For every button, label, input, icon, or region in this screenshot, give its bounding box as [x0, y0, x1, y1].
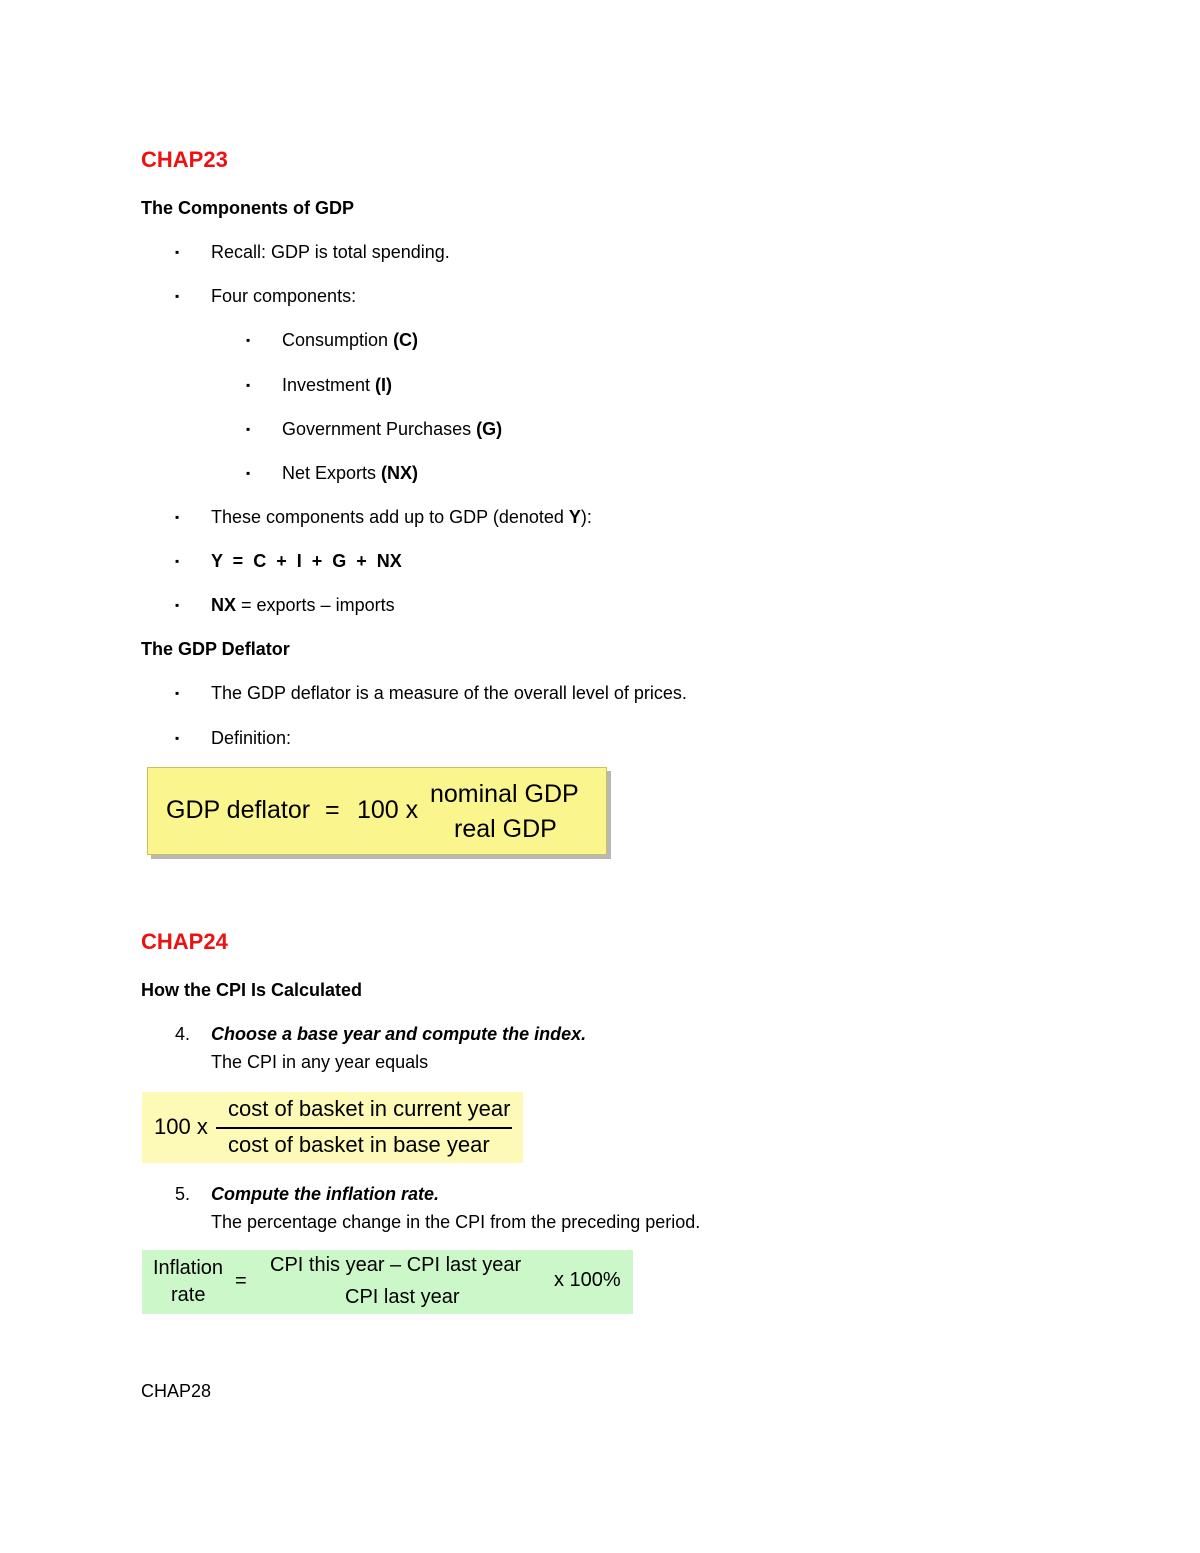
- deflator-numerator: nominal GDP: [430, 780, 579, 808]
- step4-number: 4.: [175, 1024, 191, 1044]
- bullet-icon: ▪: [175, 554, 180, 568]
- component-investment: Investment (I): [282, 375, 393, 395]
- cpi-numerator: cost of basket in current year: [228, 1096, 511, 1121]
- components-heading: The Components of GDP: [141, 198, 354, 218]
- step4-title: Choose a base year and compute the index.: [211, 1024, 587, 1044]
- cpi-multiplier: 100 x: [154, 1114, 208, 1139]
- step5-title: Compute the inflation rate.: [211, 1184, 440, 1204]
- bullet-icon: ▪: [246, 422, 251, 436]
- step5-number: 5.: [175, 1184, 191, 1204]
- bullet-icon: ▪: [175, 510, 180, 524]
- nx-definition: NX = exports – imports: [211, 595, 395, 615]
- inflation-lhs-line1: Inflation: [153, 1257, 224, 1279]
- equals-sign: =: [325, 796, 340, 824]
- cpi-heading: How the CPI Is Calculated: [141, 980, 363, 1000]
- add-up-text: These components add up to GDP (denoted Y):: [211, 507, 592, 527]
- bullet-icon: ▪: [175, 289, 180, 303]
- cpi-formula: [142, 1092, 523, 1163]
- cpi-denominator: cost of basket in base year: [228, 1132, 490, 1157]
- four-components-text: Four components:: [211, 286, 357, 306]
- step4-description: The CPI in any year equals: [211, 1052, 429, 1072]
- inflation-equals: =: [235, 1270, 247, 1292]
- inflation-formula: [142, 1250, 633, 1314]
- recall-text: Recall: GDP is total spending.: [211, 242, 450, 262]
- inflation-numerator: CPI this year – CPI last year: [270, 1254, 522, 1276]
- gdp-deflator-formula: [147, 767, 607, 855]
- bullet-icon: ▪: [175, 686, 180, 700]
- multiplier: 100 x: [357, 796, 419, 824]
- bullet-icon: ▪: [175, 245, 180, 259]
- step5-description: The percentage change in the CPI from the preceding period.: [211, 1212, 701, 1232]
- bullet-icon: ▪: [175, 731, 180, 745]
- bullet-icon: ▪: [246, 333, 251, 347]
- deflator-description: The GDP deflator is a measure of the overall level of prices.: [211, 683, 687, 703]
- inflation-multiplier: x 100%: [554, 1269, 621, 1291]
- bullet-icon: ▪: [175, 598, 180, 612]
- component-net-exports: Net Exports (NX): [282, 463, 419, 483]
- chap23-title: CHAP23: [141, 147, 228, 172]
- chap24-title: CHAP24: [141, 929, 228, 954]
- definition-label: Definition:: [211, 728, 292, 748]
- component-consumption: Consumption (C): [282, 330, 419, 350]
- bullet-icon: ▪: [246, 466, 251, 480]
- component-government: Government Purchases (G): [282, 419, 503, 439]
- fraction-line: [216, 1127, 512, 1129]
- inflation-denominator: CPI last year: [345, 1286, 460, 1308]
- bullet-icon: ▪: [246, 378, 251, 392]
- deflator-denominator: real GDP: [454, 815, 557, 843]
- chap28-title: CHAP28: [141, 1381, 212, 1401]
- deflator-lhs: GDP deflator: [166, 796, 311, 824]
- inflation-lhs-line2: rate: [171, 1284, 206, 1306]
- gdp-equation: Y = C + I + G + NX: [211, 551, 402, 571]
- deflator-heading: The GDP Deflator: [141, 639, 290, 659]
